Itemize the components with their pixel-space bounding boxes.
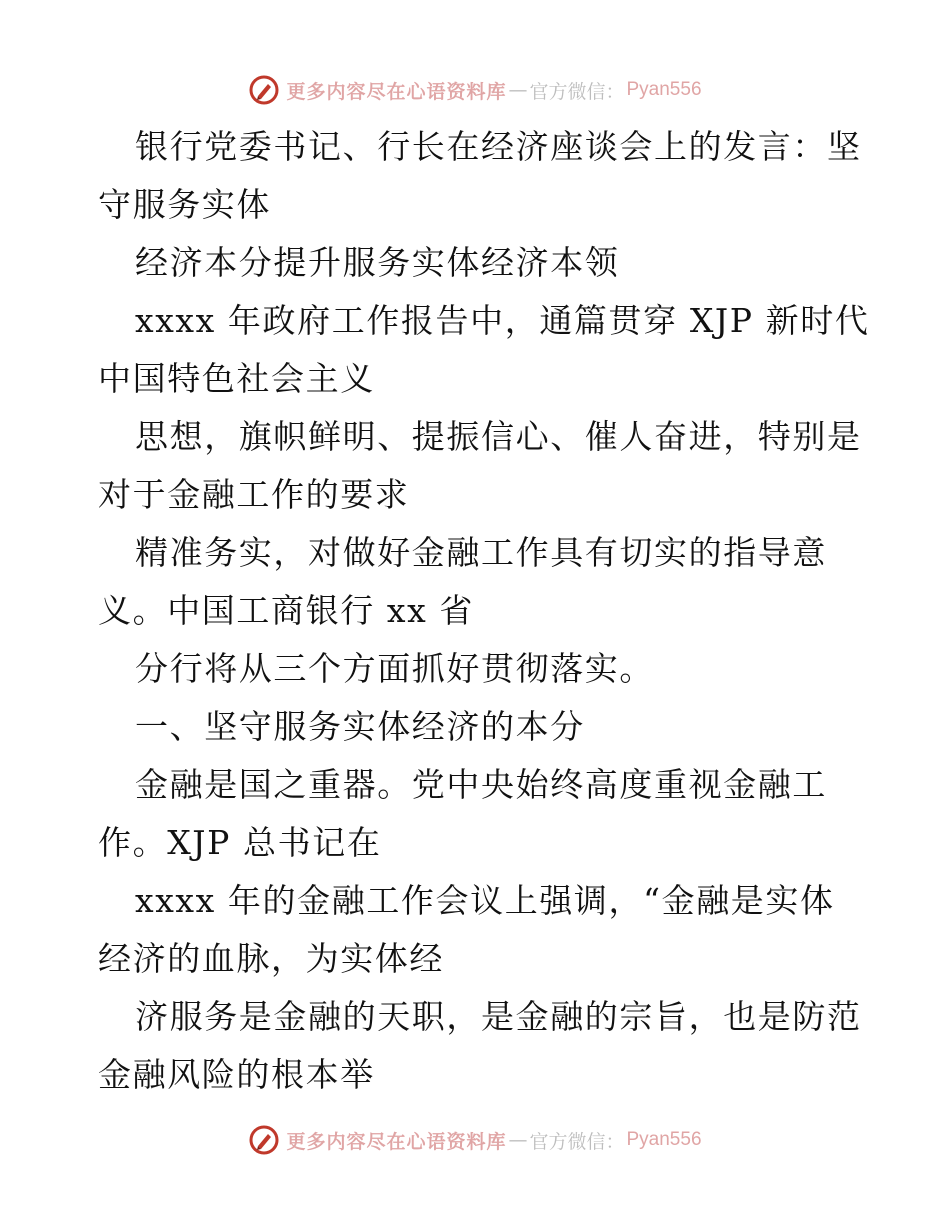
doc-line: xxxx 年政府工作报告中，通篇贯穿 XJP 新时代 xyxy=(135,301,870,340)
doc-line: 守服务实体 xyxy=(98,185,271,224)
doc-line: 精准务实，对做好金融工作具有切实的指导意 xyxy=(135,533,827,572)
header-watermark xyxy=(0,70,950,110)
watermark-separator: — xyxy=(508,79,528,101)
doc-line: 金融风险的根本举 xyxy=(98,1055,375,1094)
doc-line: 济服务是金融的天职，是金融的宗旨，也是防范 xyxy=(135,997,862,1036)
footer-watermark xyxy=(0,1120,950,1160)
doc-line: 思想，旗帜鲜明、提振信心、催人奋进，特别是 xyxy=(135,417,862,456)
watermark-wechat-id: Pyan556 xyxy=(626,79,702,100)
doc-line: 金融是国之重器。党中央始终高度重视金融工 xyxy=(135,765,827,804)
pen-circle-logo-icon xyxy=(248,1124,280,1156)
doc-line: 经济本分提升服务实体经济本领 xyxy=(135,243,620,282)
watermark-wechat-id: Pyan556 xyxy=(626,1129,702,1150)
watermark-separator: — xyxy=(508,1129,528,1151)
watermark-main-text: 更多内容尽在心语资料库 xyxy=(286,80,507,103)
doc-line: 经济的血脉，为实体经 xyxy=(98,939,444,978)
pen-circle-logo-icon xyxy=(248,74,280,106)
doc-line: 义。中国工商银行 xx 省 xyxy=(98,591,475,630)
doc-line: 银行党委书记、行长在经济座谈会上的发言：坚 xyxy=(135,127,862,166)
watermark-main-text: 更多内容尽在心语资料库 xyxy=(286,1130,507,1153)
document-body xyxy=(98,118,870,1104)
doc-line: 中国特色社会主义 xyxy=(98,359,375,398)
section-heading: 一、坚守服务实体经济的本分 xyxy=(135,707,585,746)
doc-line: xxxx 年的金融工作会议上强调，“金融是实体 xyxy=(135,881,835,920)
doc-line: 对于金融工作的要求 xyxy=(98,475,410,514)
doc-line: 分行将从三个方面抓好贯彻落实。 xyxy=(135,649,654,688)
watermark-wechat-label: 官方微信： xyxy=(529,80,625,103)
watermark-wechat-label: 官方微信： xyxy=(529,1130,625,1153)
doc-line: 作。XJP 总书记在 xyxy=(98,823,382,862)
